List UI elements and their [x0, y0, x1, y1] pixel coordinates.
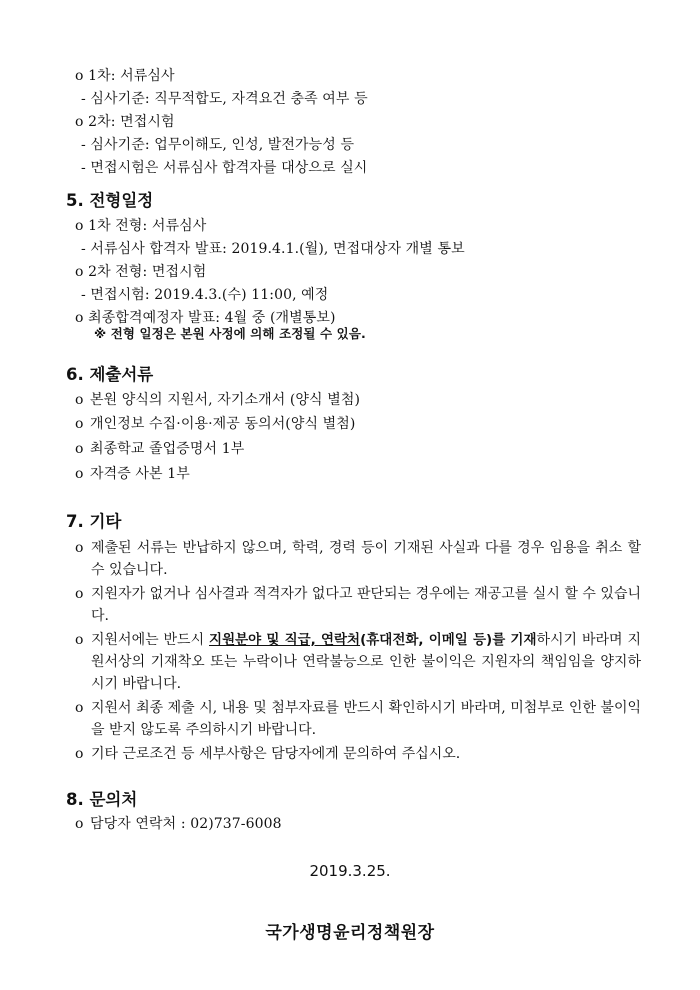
- issuer-signature: 국가생명윤리정책원장: [265, 923, 435, 943]
- screening-second: o 2차: 면접시험: [75, 114, 175, 130]
- screening-second-target: - 면접시험은 서류심사 합격자를 대상으로 실시: [81, 160, 368, 176]
- screening-first-criteria: - 심사기준: 직무적합도, 자격요건 충족 여부 등: [81, 91, 368, 107]
- list-item: o 자격증 사본 1부: [75, 466, 190, 482]
- schedule-first: o 1차 전형: 서류심사: [75, 218, 207, 234]
- emphasis-bold: (휴대전화, 이메일 등)를 기재: [360, 632, 537, 648]
- documents-heading: 6. 제출서류: [66, 365, 154, 384]
- schedule-final: o 최종합격예정자 발표: 4월 중 (개별통보): [75, 310, 336, 326]
- list-item: o 본원 양식의 지원서, 자기소개서 (양식 별첨): [75, 392, 361, 408]
- schedule-note: ※ 전형 일정은 본원 사정에 의해 조정될 수 있음.: [94, 326, 366, 341]
- schedule-second: o 2차 전형: 면접시험: [75, 264, 207, 280]
- schedule-heading: 5. 전형일정: [66, 191, 154, 210]
- contact-line: o 담당자 연락처 : 02)737-6008: [75, 816, 282, 832]
- screening-first: o 1차: 서류심사: [75, 68, 175, 84]
- list-item: o 개인정보 수집·이용·제공 동의서(양식 별첨): [75, 416, 356, 432]
- contact-heading: 8. 문의처: [66, 790, 138, 809]
- document-date: 2019.3.25.: [309, 862, 391, 880]
- schedule-first-detail: - 서류심사 합격자 발표: 2019.4.1.(월), 면접대상자 개별 통보: [81, 241, 465, 257]
- list-item: o 최종학교 졸업증명서 1부: [75, 441, 245, 457]
- schedule-second-detail: - 면접시험: 2019.4.3.(수) 11:00, 예정: [81, 287, 329, 303]
- screening-second-criteria: - 심사기준: 업무이해도, 인성, 발전가능성 등: [81, 137, 355, 153]
- emphasis-underlined: 지원분야 및 직급, 연락처: [209, 632, 361, 648]
- document-page: o 1차: 서류심사 - 심사기준: 직무적합도, 자격요건 충족 여부 등 o 2차: 면접시험 - 심사기준: 업무이해도, 인성, 발전가능성 등 - 면접시험은 서류심사 합격자를 대상으로 실시 5. 전형일정 o 1차 전형: 서류심사 - 서류심사 합격자 발표: 2019.4.1.(월), 면접대상자 개별 통보 o 2차 전형: 면접시험 - 면접시험: 2019.4.3.(수) 11:00, 예정 o 최종합격예정자 발표: 4월 중 (개별통보) ※ 전형 일정은 본원 사정에 의해 조정될 수 있음. 6. 제출서류 o 본원 양식의 지원서, 자기소개서 (양식 별첨) o 개인정보 수집·이용·제공 동의서(양식 별첨) o 최종학교 졸업증명서 1부 o 자격증 사본 1부 7. 기타 o 제출된 서류는 반납하지 않으며, 학력, 경력 등이 기재된 사실과 다를 경우 임용을 취소 할 수 있습니다. o 지원자가 없거나 심사결과 적격자가 없다고 판단되는 경우에는 재공고를 실시 할 수 있습니다. o 지원서에는 반드시 지원분야 및 직급, 연락처(휴대전화, 이메일 등)를 기재하시기 바라며 지원서상의 기재착오 또는 누락이나 연락불능으로 인한 불이익은 지원자의 책임임을 양지하시기 바랍니다. o 지원서 최종 제출 시, 내용 및 첨부자료를 반드시 확인하시기 바라며, 미첨부로 인한 불이익을 받지 않도록 주의하시기 바랍니다. o 기타 근로조건 등 세부사항은 담당자에게 문의하여 주십시오. 8. 문의처 o 담당자 연락처 : 02)737-6008 2019.3.25. 국가생명윤리정책원장: [0, 0, 700, 990]
- other-heading: 7. 기타: [66, 512, 122, 531]
